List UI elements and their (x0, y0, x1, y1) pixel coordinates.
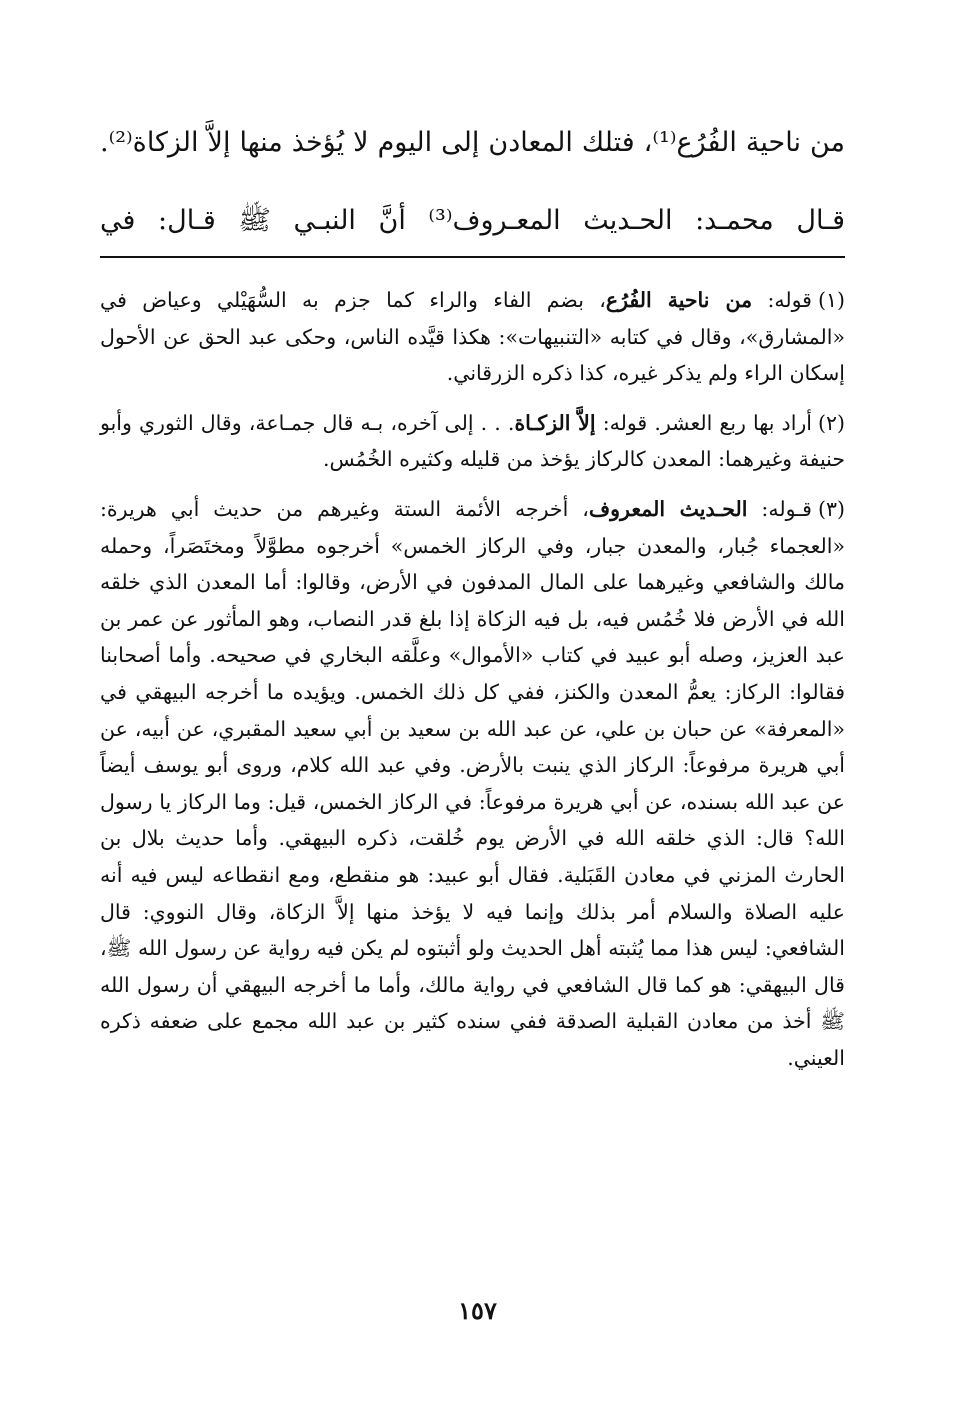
main-text (100, 104, 845, 260)
main-text-line: من ناحية الفُرُع⁽¹⁾، فتلك المعادن إلى اليوم لا يُؤخذ منها إلاَّ الزكاة⁽²⁾. (100, 127, 845, 158)
footnotes (100, 282, 845, 1089)
footnote-keyword: من ناحية الفُرُع (605, 288, 753, 312)
main-text-line: قـال محمـد: الحـديث المعـروف⁽³⁾ أنَّ النبـي ﷺ قـال: في (100, 205, 845, 236)
footnote-1 (100, 282, 845, 392)
footnote-number: (٢) (817, 410, 845, 435)
footnote-lead: قوله: (752, 288, 812, 312)
footnote-divider (100, 256, 845, 258)
footnote-keyword: الحـديث المعروف (588, 496, 748, 521)
footnote-3 (100, 491, 845, 1077)
footnote-text: ، أخرجه الأئمة الستة وغيرهم من حديث أبي هريرة: «العجماء جُبار، والمعدن جبار، وفي الركاز الخمس» أخرجوه مطوَّلاً ومختَصَراً، وحمله مالك والشافعي وغيرهما على المال المدفون في الأرض، وقالوا: أما المعدن الذي خلقه الله في الأرض فلا خُمُس فيه، بل فيه الزكاة إذا بلغ قدر النصاب، وهو المأثور عن عمر بن عبد العزيز، وصله أبو عبيد في كتاب «الأموال» وعلَّقه البخاري في صحيحه. وأما أصحابنا فقالوا: الركاز: يعمُّ المعدن والكنز، ففي كل ذلك الخمس. ويؤيده ما أخرجه البيهقي في «المعرفة» عن حبان بن علي، عن عبد الله بن سعيد بن أبي سعيد المقبري، عن أبيه، عن أبي هريرة مرفوعاً: الركاز الذي ينبت بالأرض. وفي عبد الله كلام، وروى أبو يوسف أيضاً عن عبد الله بسنده، عن أبي هريرة مرفوعاً: في الركاز الخمس، قيل: وما الركاز يا رسول الله؟ قال: الذي خلقه الله في الأرض يوم خُلقت، ذكره البيهقي. وأما حديث بلال بن الحارث المزني في معادن القَبَلية. فقال أبو عبيد: هو منقطع، ومع انقطاعه ليس فيه أنه عليه الصلاة والسلام أمر بذلك وإنما فيه لا يؤخذ منها إلاَّ الزكاة، وقال النووي: قال الشافعي: ليس هذا مما يُثبته أهل الحديث ولو أثبتوه لم يكن فيه رواية عن رسول الله ﷺ، قال البيهقي: هو كما قال الشافعي في رواية مالك، وأما ما أخرجه البيهقي أن رسول الله ﷺ أخذ من معادن القبلية الصدقة ففي سنده كثير بن عبد الله مجمع على ضعفه ذكره العيني. (100, 496, 845, 1070)
page-number: ١٥٧ (458, 1296, 497, 1325)
footnote-2 (100, 405, 845, 478)
footnote-number: (٣) (817, 496, 845, 521)
footnote-lead: أراد بها ربع العشر. قوله: (595, 410, 812, 435)
footnote-text: . . . إلى آخره، بـه قال جمـاعة، وقال الثوري وأبو حنيفة وغيرهما: المعدن كالركاز يؤخذ من قليله وكثيره الخُمُس. (100, 410, 845, 472)
footnote-text: ، بضم الفاء والراء كما جزم به السُّهَيْلي وعياض في «المشارق»، وقال في كتابه «التنبيهات»: هكذا قيَّده الناس، وحكى عبد الحق عن الأحول إسكان الراء ولم يذكر غيره، كذا ذكره الزرقاني. (100, 288, 845, 386)
footnote-lead: قـوله: (747, 496, 812, 521)
footnote-number: (١) (817, 288, 845, 312)
footnote-keyword: إلاَّ الزكـاة (514, 410, 596, 435)
